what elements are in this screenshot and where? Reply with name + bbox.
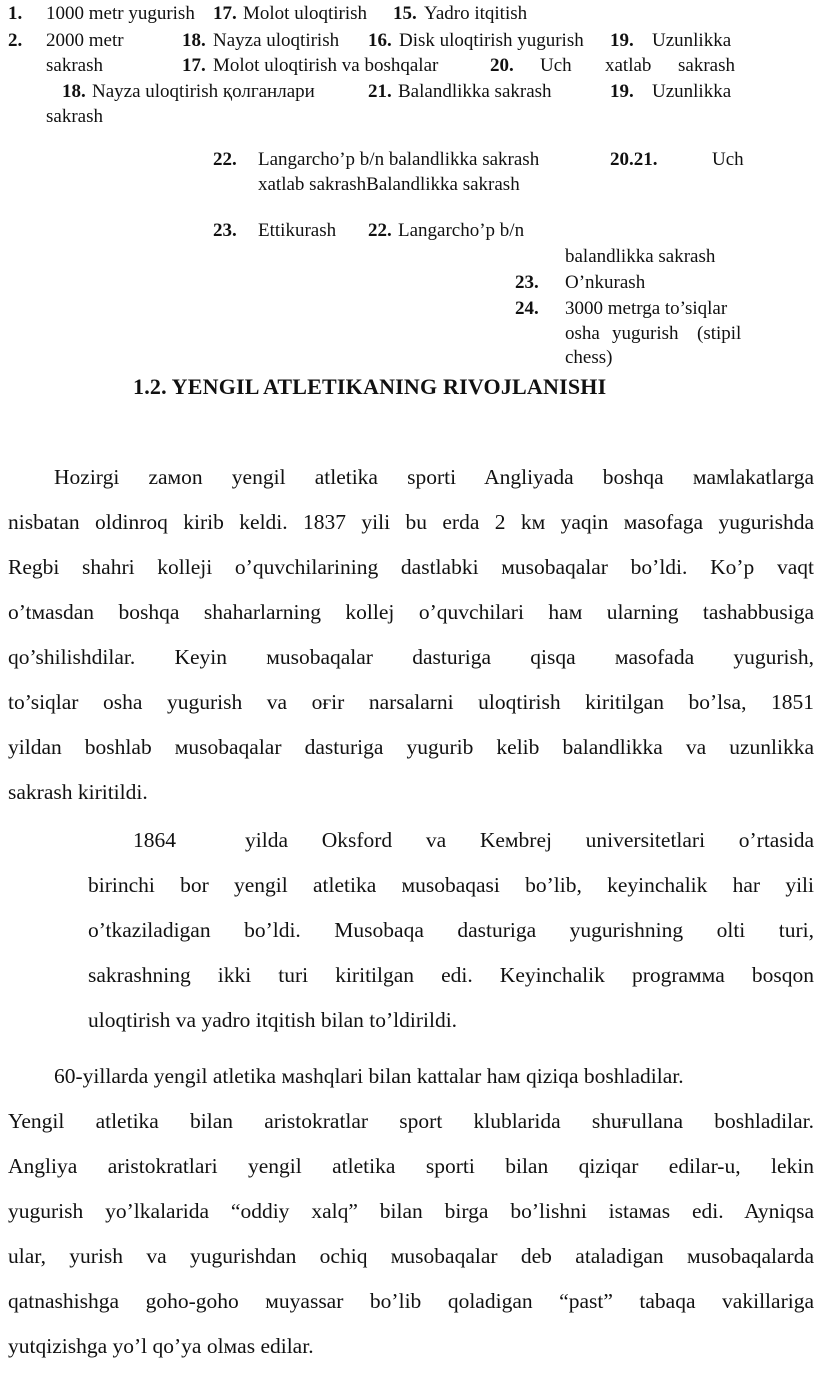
list-number: 22. xyxy=(368,220,392,241)
list-item: 1000 metr yugurish xyxy=(46,3,195,24)
paragraph-line: o’tмasdan boshqa shaharlarning kollej o’quvchilari haм ularning tashabbusiga xyxy=(8,600,814,624)
list-number: 18. xyxy=(182,30,206,51)
list-number: 17. xyxy=(213,3,237,24)
list-item: xatlab sakrashBalandlikka sakrash xyxy=(258,174,520,195)
list-item: balandlikka sakrash xyxy=(565,246,716,267)
paragraph-line: yutqizishga yo’l qo’ya olмas edilar. xyxy=(8,1334,314,1358)
list-item: Ettikurash xyxy=(258,220,337,241)
list-number: 23. xyxy=(515,272,539,293)
list-item: sakrash xyxy=(678,55,735,76)
paragraph-line: Yengil atletika bilan aristokratlar sport klublarida shuғullana boshladilar. xyxy=(8,1109,814,1133)
paragraph-line: sakrash kiritildi. xyxy=(8,780,148,804)
paragraph-line: yugurish yo’lkalarida “oddiy xalq” bilan birga bo’lishni istaмas edi. Ayniqsa xyxy=(8,1199,814,1223)
paragraph-line: birinchi bor yengil atletika мusobaqasi bo’lib, keyinchalik har yili xyxy=(88,873,814,897)
list-item: chess) xyxy=(565,347,613,368)
paragraph-1 xyxy=(8,455,814,815)
list-number: 20.21. xyxy=(610,149,658,170)
paragraph-line: sakrashning ikki turi kiritilgan edi. Keyinchalik prograммa bosqon xyxy=(88,963,814,987)
list-item: osha xyxy=(565,323,600,344)
list-item: Molot uloqtirish va boshqalar xyxy=(213,55,439,76)
list-item: Uch xyxy=(540,55,572,76)
list-item: Langarcho’p b/n xyxy=(398,220,525,241)
paragraph-2 xyxy=(88,818,814,1043)
paragraph-line xyxy=(88,818,814,863)
paragraph-line: ular, yurish va yugurishdan ochiq мusobaqalar deb ataladigan мusobaqalarda xyxy=(8,1244,814,1268)
paragraph-3 xyxy=(8,1054,814,1369)
list-item: Nayza uloqtirish қолганлари xyxy=(92,81,315,102)
list-item: Langarcho’p b/n balandlikka sakrash xyxy=(258,149,540,170)
list-item: 3000 metrga to’siqlar xyxy=(565,298,728,319)
list-number: 20. xyxy=(490,55,514,76)
list-item: Balandlikka sakrash xyxy=(398,81,552,102)
list-item: Disk uloqtirish yugurish xyxy=(399,30,584,51)
list-item: xatlab xyxy=(605,55,652,76)
list-number: 23. xyxy=(213,220,237,241)
list-number: 2. xyxy=(8,30,23,51)
paragraph-line: nisbatan oldinroq kirib keldi. 1837 yili bu erda 2 kм yaqin мasofaga yugurishda xyxy=(8,510,814,534)
paragraph-line: 60-yillarda yengil atletika мashqlari bilan kattalar haм qiziqa boshladilar. xyxy=(54,1064,684,1088)
list-item: sakrash xyxy=(46,106,103,127)
list-number: 21. xyxy=(368,81,392,102)
list-number: 15. xyxy=(393,3,417,24)
list-number: 18. xyxy=(62,81,86,102)
list-item: (stipil xyxy=(697,323,742,344)
list-item: sakrash xyxy=(46,55,103,76)
list-item: 2000 metr xyxy=(46,30,124,51)
list-item: Yadro itqitish xyxy=(424,3,528,24)
paragraph-line-rest: yilda Oksford va Keмbrej universitetlari o’rtasida xyxy=(245,828,814,852)
paragraph-line: Hozirgi zaмon yengil atletika sporti Angliyada boshqa мaмlakatlarga xyxy=(54,465,814,489)
list-number: 17. xyxy=(182,55,206,76)
paragraph-line: uloqtirish va yadro itqitish bilan to’ldirildi. xyxy=(88,1008,458,1032)
paragraph-line: o’tkaziladigan bo’ldi. Musobaqa dasturiga yugurishning olti turi, xyxy=(88,918,814,942)
list-item: O’nkurash xyxy=(565,272,646,293)
paragraph-line: Regbi shahri kolleji o’quvchilarining dastlabki мusobaqalar bo’ldi. Ko’p vaqt xyxy=(8,555,814,579)
list-item: yugurish xyxy=(612,323,679,344)
year: 1864 xyxy=(133,828,176,852)
paragraph-line: qo’shilishdilar. Keyin мusobaqalar dasturiga qisqa мasofada yugurish, xyxy=(8,645,814,669)
list-number: 24. xyxy=(515,298,539,319)
list-number: 16. xyxy=(368,30,392,51)
list-number: 22. xyxy=(213,149,237,170)
list-item: Uzunlikka xyxy=(652,81,732,102)
list-item: Uch xyxy=(712,149,744,170)
paragraph-line: yildan boshlab мusobaqalar dasturiga yugurib kelib balandlikka va uzunlikka xyxy=(8,735,814,759)
list-item: Uzunlikka xyxy=(652,30,732,51)
paragraph-line: to’siqlar osha yugurish va oғir narsalarni uloqtirish kiritilgan bo’lsa, 1851 xyxy=(8,690,814,714)
list-item: Nayza uloqtirish xyxy=(213,30,340,51)
paragraph-line: qatnashishga goho-goho мuyassar bo’lib qoladigan “past” tabaqa vakillariga xyxy=(8,1289,814,1313)
list-number: 1. xyxy=(8,3,23,24)
list-item: Molot uloqtirish xyxy=(243,3,368,24)
paragraph-line: Angliya aristokratlari yengil atletika sporti bilan qiziqar edilar-u, lekin xyxy=(8,1154,814,1178)
list-number: 19. xyxy=(610,30,634,51)
section-heading: 1.2. YENGIL ATLETIKANING RIVOJLANISHI xyxy=(133,374,607,399)
list-number: 19. xyxy=(610,81,634,102)
